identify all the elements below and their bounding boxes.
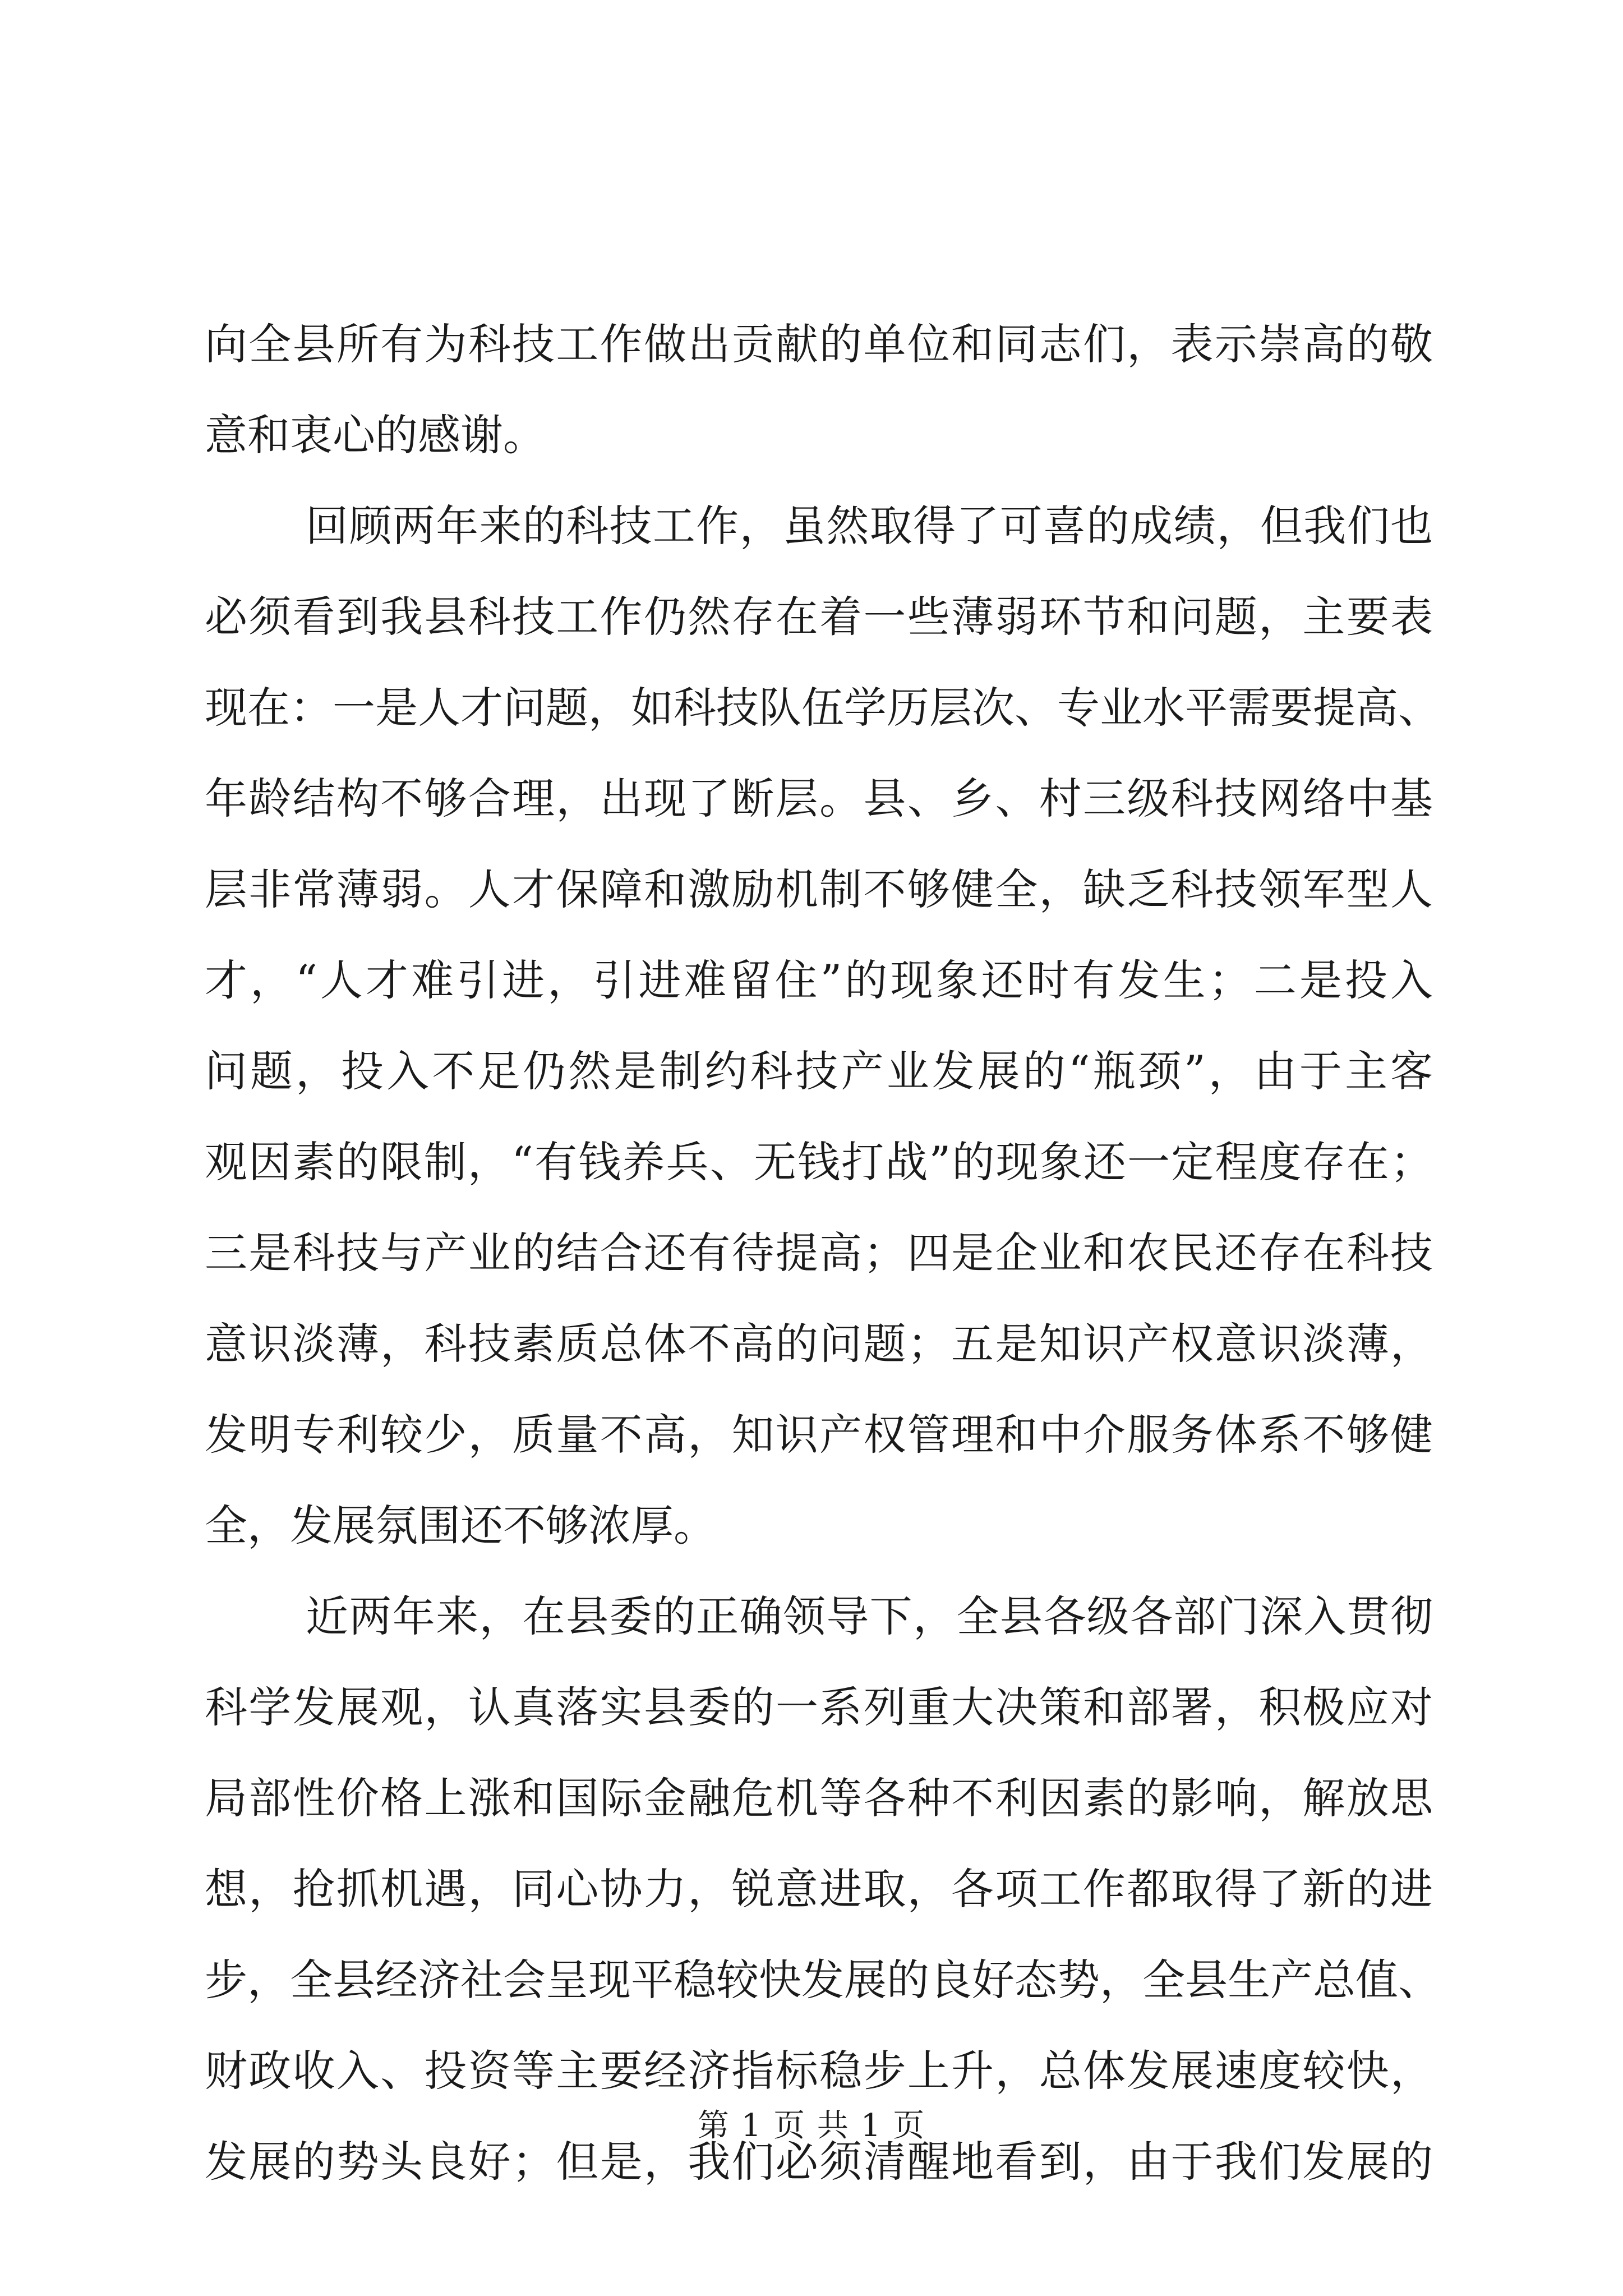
body-line: 发明专利较少，质量不高，知识产权管理和中介服务体系不够健: [205, 1410, 1433, 1460]
body-line: 近两年来，在县委的正确领导下，全县各级各部门深入贯彻: [306, 1591, 1433, 1641]
body-line: 向全县所有为科技工作做出贡献的单位和同志们，表示崇高的敬: [205, 319, 1433, 369]
body-line: 三是科技与产业的结合还有待提高；四是企业和农民还存在科技: [205, 1228, 1433, 1278]
body-line: 必须看到我县科技工作仍然存在着一些薄弱环节和问题，主要表: [205, 592, 1433, 642]
body-line: 全，发展氛围还不够浓厚。: [205, 1501, 716, 1550]
body-line: 回顾两年来的科技工作，虽然取得了可喜的成绩，但我们也: [306, 501, 1433, 551]
body-line: 年龄结构不够合理，出现了断层。县、乡、村三级科技网络中基: [205, 774, 1433, 823]
body-line: 才，“人才难引进，引进难留住”的现象还时有发生；二是投入: [205, 955, 1433, 1005]
body-line: 层非常薄弱。人才保障和激励机制不够健全，缺乏科技领军型人: [205, 864, 1433, 914]
body-line: 科学发展观，认真落实县委的一系列重大决策和部署，积极应对: [205, 1682, 1433, 1732]
body-line: 财政收入、投资等主要经济指标稳步上升，总体发展速度较快，: [205, 2046, 1433, 2096]
body-line: 现在：一是人才问题，如科技队伍学历层次、专业水平需要提高、: [205, 683, 1441, 733]
document-body: [205, 299, 1441, 2207]
body-line: 观因素的限制，“有钱养兵、无钱打战”的现象还一定程度存在；: [205, 1137, 1433, 1187]
body-line: 意和衷心的感谢。: [205, 410, 546, 460]
body-line: 发展的势头良好；但是，我们必须清醒地看到，由于我们发展的: [205, 2137, 1433, 2187]
body-line: 想，抢抓机遇，同心协力，锐意进取，各项工作都取得了新的进: [205, 1864, 1433, 1914]
body-line: 问题，投入不足仍然是制约科技产业发展的“瓶颈”，由于主客: [205, 1046, 1433, 1096]
body-line: 步，全县经济社会呈现平稳较快发展的良好态势，全县生产总值、: [205, 1955, 1441, 2005]
body-line: 意识淡薄，科技素质总体不高的问题；五是知识产权意识淡薄，: [205, 1319, 1433, 1369]
body-line: 局部性价格上涨和国际金融危机等各种不利因素的影响，解放思: [205, 1773, 1433, 1823]
page-footer: 第 1 页 共 1 页: [697, 2108, 926, 2144]
